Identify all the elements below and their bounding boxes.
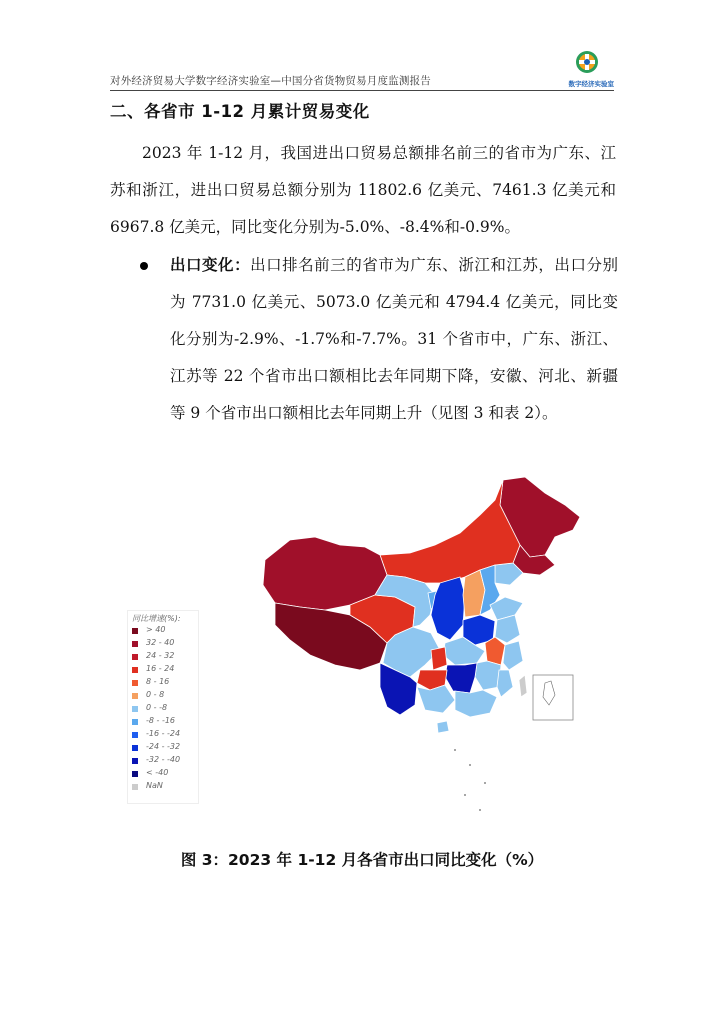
legend-label: 0 - 8	[146, 690, 165, 699]
province-hainan	[437, 721, 449, 733]
province-zhejiang	[503, 641, 523, 670]
bullet-dot-icon	[140, 262, 148, 270]
legend-swatch	[132, 667, 138, 673]
figure-caption: 图 3：2023 年 1-12 月各省市出口同比变化（%）	[180, 851, 544, 869]
legend-swatch	[132, 628, 138, 634]
legend-label: 16 - 24	[146, 664, 175, 673]
province-chongqing	[431, 647, 447, 670]
legend-label: -32 - -40	[146, 755, 181, 764]
province-hunan	[445, 663, 477, 693]
legend-label: 24 - 32	[146, 651, 175, 660]
legend-swatch	[132, 771, 138, 777]
legend-swatch	[132, 758, 138, 764]
legend-swatch	[132, 693, 138, 699]
province-anhui	[485, 637, 505, 665]
legend-swatch	[132, 732, 138, 738]
legend-swatch	[132, 784, 138, 790]
province-jiangsu	[495, 615, 520, 643]
legend-label: < -40	[146, 768, 169, 777]
legend-label: 8 - 16	[146, 677, 170, 686]
map-legend	[127, 610, 199, 804]
province-guangdong	[455, 690, 497, 717]
legend-label: NaN	[146, 781, 163, 790]
legend-swatch	[132, 706, 138, 712]
legend-label: -16 - -24	[146, 729, 181, 738]
bullet-label: 出口变化：	[170, 256, 251, 274]
legend-swatch	[132, 745, 138, 751]
section-title: 二、各省市 1-12 月累计贸易变化	[110, 102, 370, 121]
legend-label: -24 - -32	[146, 742, 181, 751]
paragraph-total-trade: 2023 年 1-12 月，我国进出口贸易总额排名前三的省市为广东、江苏和浙江，进出口贸易总额分别为 11802.6 亿美元、7461.3 亿美元和 6967.8 亿美元，同比变化分别为-5.0%、-8.4%和-0.9%。	[110, 144, 616, 236]
bullet-text: 出口排名前三的省市为广东、浙江和江苏，出口分别为 7731.0 亿美元、5073.0 亿美元和 4794.4 亿美元，同比变化分别为-2.9%、-1.7%和-7.7%。31 个省市中，广东、浙江、江苏等 22 个省市出口额相比去年同期下降，安徽、河北、新疆等 9 个省市出口额相比去年同期上升（见图 3 和表 2）。	[170, 256, 618, 422]
legend-label: 0 - -8	[146, 703, 168, 712]
legend-swatch	[132, 654, 138, 660]
legend-swatch	[132, 680, 138, 686]
province-guangxi	[417, 685, 455, 713]
legend-swatch	[132, 719, 138, 725]
legend-label: > 40	[146, 625, 166, 634]
legend-title: 同比增速(%):	[132, 614, 181, 623]
legend-label: -8 - -16	[146, 716, 176, 725]
province-taiwan	[519, 675, 527, 697]
province-fujian	[497, 670, 513, 697]
logo-label: 数字经济实验室	[568, 80, 614, 88]
legend-swatch	[132, 641, 138, 647]
legend-label: 32 - 40	[146, 638, 175, 647]
province-shaanxi	[431, 577, 465, 640]
bullet-body	[170, 247, 618, 432]
header-text: 对外经济贸易大学数字经济实验室—中国分省货物贸易月度监测报告	[110, 75, 431, 87]
page-header	[110, 46, 614, 91]
